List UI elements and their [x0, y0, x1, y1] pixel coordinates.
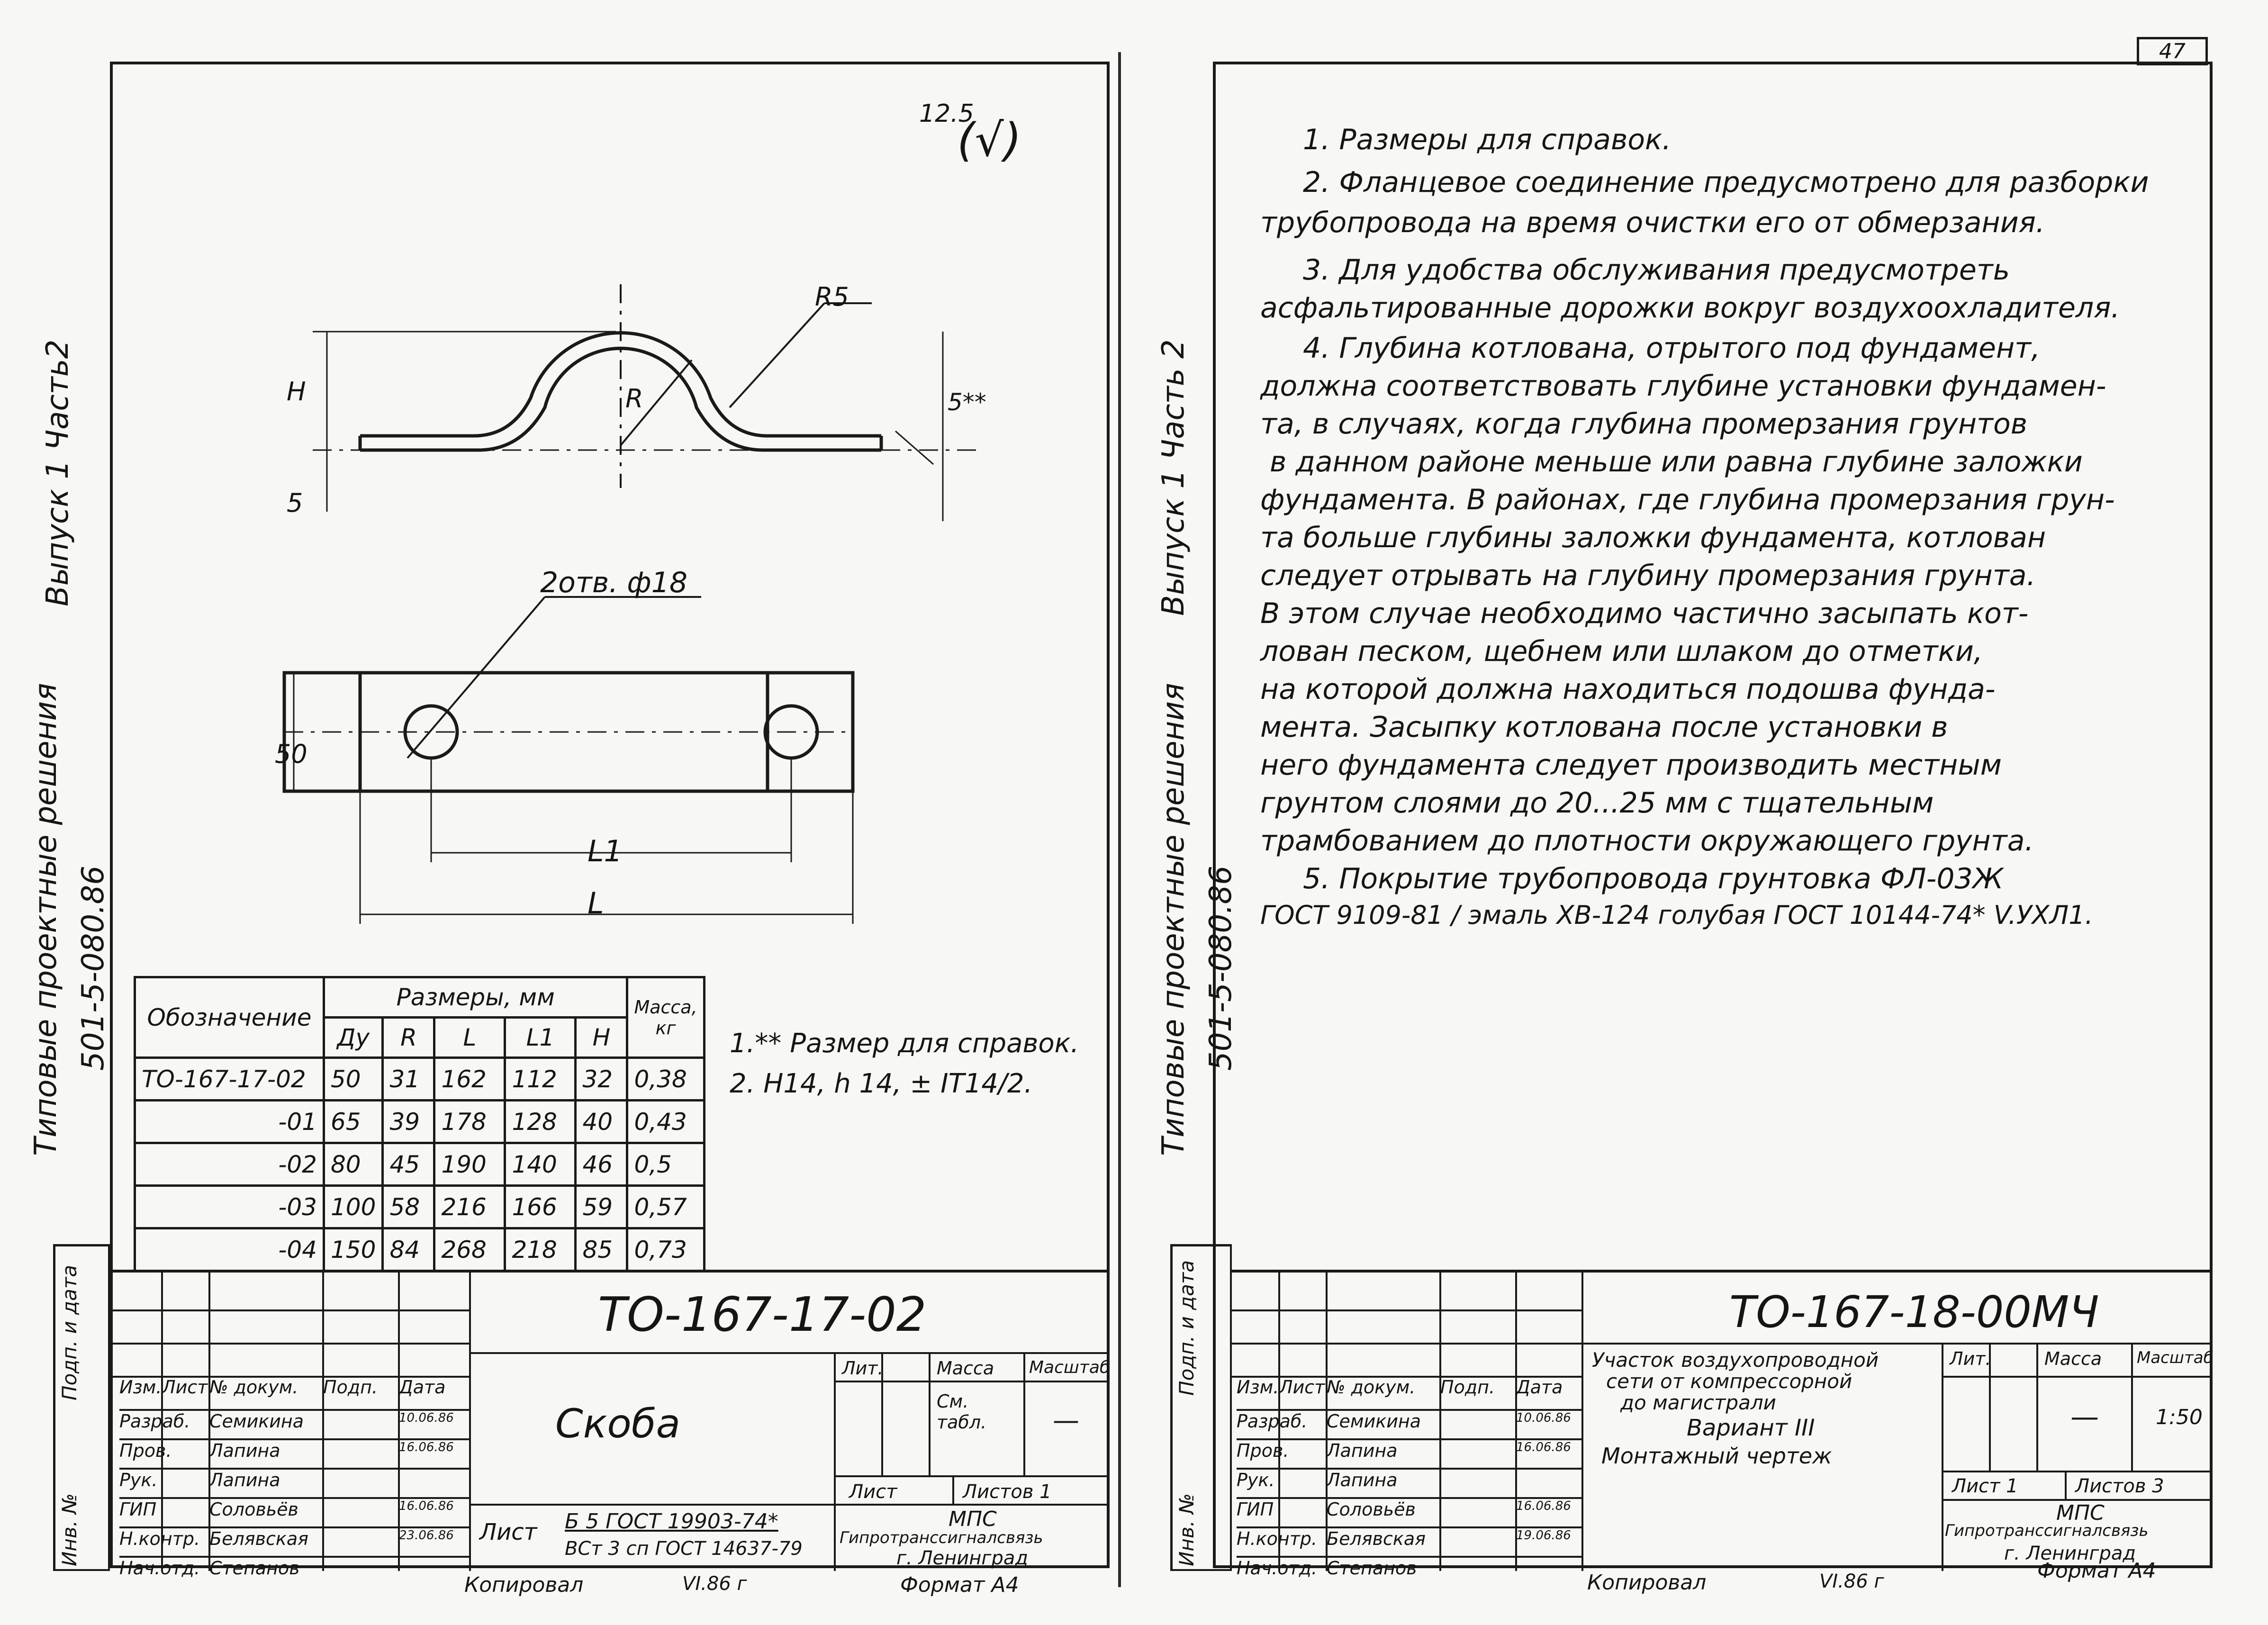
tb-surname: Лапина — [1327, 1470, 1398, 1490]
left-tb-org-3: г. Ленинград — [896, 1547, 1029, 1569]
right-side-label-series: Типовые проектные решения — [1156, 683, 1191, 1156]
right-tb-org-3: г. Ленинград — [2004, 1543, 2136, 1564]
table-cell: 0,5 — [627, 1143, 704, 1186]
note-line: В этом случае необходимо частично засыпать кот- — [1260, 597, 2029, 630]
tb-surname: Лапина — [209, 1440, 280, 1461]
right-tb-name-2: сети от компрессорной — [1606, 1370, 1852, 1393]
table-cell: 100 — [324, 1186, 383, 1228]
right-tb-name-4: Вариант III — [1687, 1415, 1815, 1441]
note-line: та больше глубины заложки фундамента, котлован — [1260, 521, 2046, 554]
left-side-label-issue: Выпуск 1 Часть2 — [40, 339, 75, 606]
table-cell: -01 — [135, 1101, 324, 1143]
tb-surname: Семикина — [209, 1411, 304, 1432]
left-tb-material-2: ВСт 3 сп ГОСТ 14637-79 — [565, 1538, 803, 1560]
tb-header-cell: Подп. — [323, 1377, 378, 1398]
table-cell: 0,57 — [627, 1186, 704, 1228]
column-header: Ду — [324, 1018, 383, 1058]
table-cell: 162 — [434, 1058, 505, 1101]
dimensions-table — [134, 976, 705, 1272]
tb-date: 16.06.86 — [1516, 1499, 1571, 1513]
table-cell: 84 — [383, 1228, 434, 1271]
tb-person-row — [1237, 1558, 1582, 1585]
table-cell: 40 — [576, 1101, 627, 1143]
left-tb-mass-value: См. табл. — [937, 1391, 987, 1433]
table-cell: 58 — [383, 1186, 434, 1228]
tb-signature — [1440, 1499, 1516, 1526]
note-line: грунтом слоями до 20...25 мм с тщательным — [1260, 786, 1934, 820]
tb-date: 23.06.86 — [399, 1528, 454, 1543]
right-tb-side-1: Подп. и дата — [1175, 1260, 1198, 1396]
table-cell: -04 — [135, 1228, 324, 1271]
note-line: следует отрывать на глубину промерзания грунта. — [1260, 559, 2036, 592]
note-line: 4. Глубина котлована, отрытого под фундамент, — [1303, 332, 2041, 365]
designation-header: Обозначение — [135, 977, 324, 1058]
table-cell: 216 — [434, 1186, 505, 1228]
tb-role: ГИП — [119, 1499, 157, 1520]
tb-surname: Лапина — [1327, 1440, 1398, 1461]
tb-person-row — [1237, 1528, 1582, 1558]
tb-header-cell: Изм. — [119, 1377, 162, 1398]
table-row — [135, 1058, 705, 1101]
table-row — [135, 1228, 705, 1271]
left-title-block — [58, 1264, 1111, 1579]
right-format-label: Формат А4 — [2037, 1559, 2156, 1583]
note-line: ГОСТ 9109-81 / эмаль ХВ-124 голубая ГОСТ 10144-74* V.УХЛ1. — [1260, 900, 2093, 930]
tb-role: Н.контр. — [1237, 1528, 1318, 1549]
left-note-2: 2. H14, h 14, ± IT14/2. — [730, 1068, 1033, 1099]
right-tb-side-2: Инв. № — [1175, 1493, 1198, 1566]
tb-role: Пров. — [1237, 1440, 1289, 1461]
note-line: лован песком, щебнем или шлаком до отметки, — [1260, 635, 1983, 668]
label-fifty: 50 — [275, 739, 307, 769]
left-tb-material-1: Б 5 ГОСТ 19903-74* — [565, 1509, 778, 1534]
tb-person-row — [1237, 1499, 1582, 1528]
tb-header-cell: Дата — [1516, 1377, 1563, 1398]
label-r: R — [625, 384, 643, 414]
table-row — [135, 1143, 705, 1186]
left-tb-sheet-label: Лист — [849, 1481, 897, 1503]
tb-role: Рук. — [119, 1470, 158, 1490]
tb-role: Нач.отд. — [119, 1558, 200, 1579]
bracket-drawing — [265, 265, 1004, 938]
table-cell: -02 — [135, 1143, 324, 1186]
table-cell: -03 — [135, 1186, 324, 1228]
right-tb-mass-label: Масса — [2044, 1348, 2102, 1369]
right-tb-scale-value: 1:50 — [2156, 1405, 2203, 1429]
table-cell: 0,43 — [627, 1101, 704, 1143]
tb-date: 10.06.86 — [1516, 1411, 1571, 1425]
tb-person-row — [1237, 1440, 1582, 1470]
column-header: R — [383, 1018, 434, 1058]
column-header: L — [434, 1018, 505, 1058]
left-tb-name: Скоба — [555, 1400, 681, 1447]
left-tb-org-2: Гипротранссигналсвязь — [840, 1528, 1043, 1547]
tb-surname: Белявская — [1327, 1528, 1426, 1549]
left-tb-side-2: Инв. № — [58, 1493, 81, 1566]
table-cell: 0,73 — [627, 1228, 704, 1271]
left-side-label-series: Типовые проектные решения — [28, 683, 63, 1156]
tb-date — [1516, 1558, 1582, 1585]
left-tb-scale-value: — — [1053, 1405, 1079, 1436]
table-cell: 80 — [324, 1143, 383, 1186]
tb-date — [1516, 1470, 1582, 1497]
note-line: него фундамента следует производить местным — [1260, 749, 2002, 782]
note-line: 3. Для удобства обслуживания предусмотреть — [1303, 253, 2010, 287]
right-side-label-number: 501-5-080.86 — [1203, 866, 1238, 1071]
tb-date: 19.06.86 — [1516, 1528, 1571, 1543]
tb-role: Разраб. — [119, 1411, 190, 1432]
table-cell: 112 — [505, 1058, 576, 1101]
sheet-divider — [1118, 52, 1121, 1587]
tb-date: 16.06.86 — [1516, 1440, 1571, 1454]
right-copied-date: VI.86 г — [1819, 1571, 1884, 1592]
tb-signature — [1440, 1558, 1516, 1585]
left-tb-scale-label: Масштаб — [1029, 1358, 1111, 1377]
left-copied-label: Копировал — [464, 1573, 584, 1597]
tb-person-row — [1237, 1411, 1582, 1440]
note-line: в данном районе меньше или равна глубине заложки — [1270, 445, 2083, 478]
table-row — [135, 1101, 705, 1143]
tb-header-cell: Лист — [1279, 1377, 1325, 1398]
left-tb-mass-label: Масса — [937, 1358, 994, 1379]
tb-header-cell: № докум. — [209, 1377, 298, 1398]
right-notes — [1260, 123, 2203, 929]
note-line: 2. Фланцевое соединение предусмотрено для разборки — [1303, 166, 2149, 199]
tb-role: Разраб. — [1237, 1411, 1308, 1432]
label-l: L — [587, 886, 604, 921]
tb-role: Пров. — [119, 1440, 172, 1461]
right-tb-lit-label: Лит. — [1950, 1348, 1991, 1369]
tb-role: Н.контр. — [119, 1528, 200, 1549]
note-line: должна соответствовать глубине установки фундамен- — [1260, 370, 2106, 403]
left-tb-code: ТО-167-17-02 — [598, 1287, 927, 1342]
table-cell: 39 — [383, 1101, 434, 1143]
left-copied-date: VI.86 г — [682, 1573, 747, 1595]
tb-header-cell: Подп. — [1440, 1377, 1495, 1398]
right-tb-header-row — [1237, 1377, 1582, 1411]
note-line: мента. Засыпку котлована после установки в — [1260, 711, 1948, 744]
table-cell: 190 — [434, 1143, 505, 1186]
table-cell: 50 — [324, 1058, 383, 1101]
table-cell: 46 — [576, 1143, 627, 1186]
tb-header-cell: Изм. — [1237, 1377, 1279, 1398]
right-tb-scale-label: Масштаб — [2137, 1348, 2214, 1367]
table-cell: 166 — [505, 1186, 576, 1228]
column-header: H — [576, 1018, 627, 1058]
right-side-label-issue: Выпуск 1 Часть 2 — [1156, 339, 1191, 616]
right-tb-mass-value: — — [2070, 1400, 2099, 1434]
left-tb-org-1: МПС — [949, 1507, 997, 1531]
right-copied-label: Копировал — [1587, 1571, 1707, 1595]
left-tb-sheets-label: Листов 1 — [963, 1481, 1052, 1503]
right-tb-name-3: до магистрали — [1620, 1391, 1776, 1414]
roughness-symbol: (√) — [957, 114, 1022, 167]
note-line: 1. Размеры для справок. — [1303, 123, 1672, 156]
label-h: H — [287, 377, 306, 406]
left-side-label-number: 501-5-080.86 — [76, 866, 111, 1071]
table-cell: 0,38 — [627, 1058, 704, 1101]
tb-surname: Белявская — [209, 1528, 308, 1549]
note-line: трубопровода на время очистки его от обмерзания. — [1260, 206, 2045, 239]
note-line: фундамента. В районах, где глубина промерзания грун- — [1260, 483, 2115, 516]
left-note-1: 1.** Размер для справок. — [730, 1028, 1079, 1059]
note-line: 5. Покрытие трубопровода грунтовка ФЛ-03Ж — [1303, 862, 2004, 895]
table-cell: 65 — [324, 1101, 383, 1143]
table-cell: 128 — [505, 1101, 576, 1143]
table-cell: 268 — [434, 1228, 505, 1271]
tb-header-cell: Лист — [162, 1377, 208, 1398]
tb-role: Рук. — [1237, 1470, 1275, 1490]
tb-surname: Соловьёв — [209, 1499, 298, 1520]
tb-date: 16.06.86 — [399, 1440, 454, 1454]
table-cell: 31 — [383, 1058, 434, 1101]
tb-role: ГИП — [1237, 1499, 1274, 1520]
table-cell: 32 — [576, 1058, 627, 1101]
label-five-right: 5** — [948, 388, 986, 416]
sheet-number: 47 — [2137, 37, 2208, 65]
roughness-value: 12.5 — [919, 99, 974, 128]
table-cell: 178 — [434, 1101, 505, 1143]
tb-signature — [1440, 1470, 1516, 1497]
left-tb-side-1: Подп. и дата — [58, 1264, 81, 1400]
tb-surname: Степанов — [1327, 1558, 1417, 1579]
right-tb-sheet-label: Лист 1 — [1952, 1475, 2018, 1497]
tb-surname: Степанов — [209, 1558, 300, 1579]
tb-role: Нач.отд. — [1237, 1558, 1318, 1579]
tb-signature — [1440, 1411, 1516, 1438]
table-row — [135, 1186, 705, 1228]
left-format-label: Формат А4 — [900, 1573, 1019, 1597]
right-tb-sheets-label: Листов 3 — [2075, 1475, 2164, 1497]
tb-person-row — [1237, 1470, 1582, 1499]
note-line: асфальтированные дорожки вокруг воздухоохладителя. — [1260, 291, 2120, 325]
left-tb-lit-label: Лит. — [842, 1358, 884, 1379]
table-cell: ТО-167-17-02 — [135, 1058, 324, 1101]
tb-date: 10.06.86 — [399, 1411, 454, 1425]
tb-surname: Соловьёв — [1327, 1499, 1416, 1520]
right-tb-org-1: МПС — [2056, 1501, 2105, 1525]
tb-signature — [1440, 1528, 1516, 1556]
right-tb-org-2: Гипротранссигналсвязь — [1945, 1521, 2149, 1540]
table-cell: 59 — [576, 1186, 627, 1228]
label-l1: L1 — [587, 834, 623, 868]
note-line: на которой должна находиться подошва фунда- — [1260, 673, 1996, 706]
column-header: L1 — [505, 1018, 576, 1058]
table-cell: 150 — [324, 1228, 383, 1271]
label-five-left: 5 — [287, 488, 303, 518]
table-cell: 140 — [505, 1143, 576, 1186]
right-tb-code: ТО-167-18-00МЧ — [1729, 1287, 2099, 1337]
table-cell: 45 — [383, 1143, 434, 1186]
right-tb-people — [1237, 1377, 1582, 1585]
table-cell: 218 — [505, 1228, 576, 1271]
tb-surname: Лапина — [209, 1470, 280, 1490]
dimensions-header: Размеры, мм — [324, 977, 627, 1018]
tb-header-cell: № докум. — [1327, 1377, 1416, 1398]
note-line: та, в случаях, когда глубина промерзания грунтов — [1260, 407, 2028, 441]
label-holes: 2отв. ф18 — [540, 566, 687, 599]
label-r5: R5 — [815, 282, 849, 312]
table-cell: 85 — [576, 1228, 627, 1271]
mass-header: Масса, кг — [627, 977, 704, 1058]
tb-date: 16.06.86 — [399, 1499, 454, 1513]
tb-surname: Семикина — [1327, 1411, 1421, 1432]
right-tb-name-5: Монтажный чертеж — [1601, 1443, 1832, 1469]
note-line: трамбованием до плотности окружающего грунта. — [1260, 824, 2034, 858]
left-tb-material-sheet: Лист — [479, 1519, 537, 1545]
right-tb-name-1: Участок воздухопроводной — [1592, 1348, 1879, 1372]
tb-header-cell: Дата — [399, 1377, 446, 1398]
tb-signature — [1440, 1440, 1516, 1468]
